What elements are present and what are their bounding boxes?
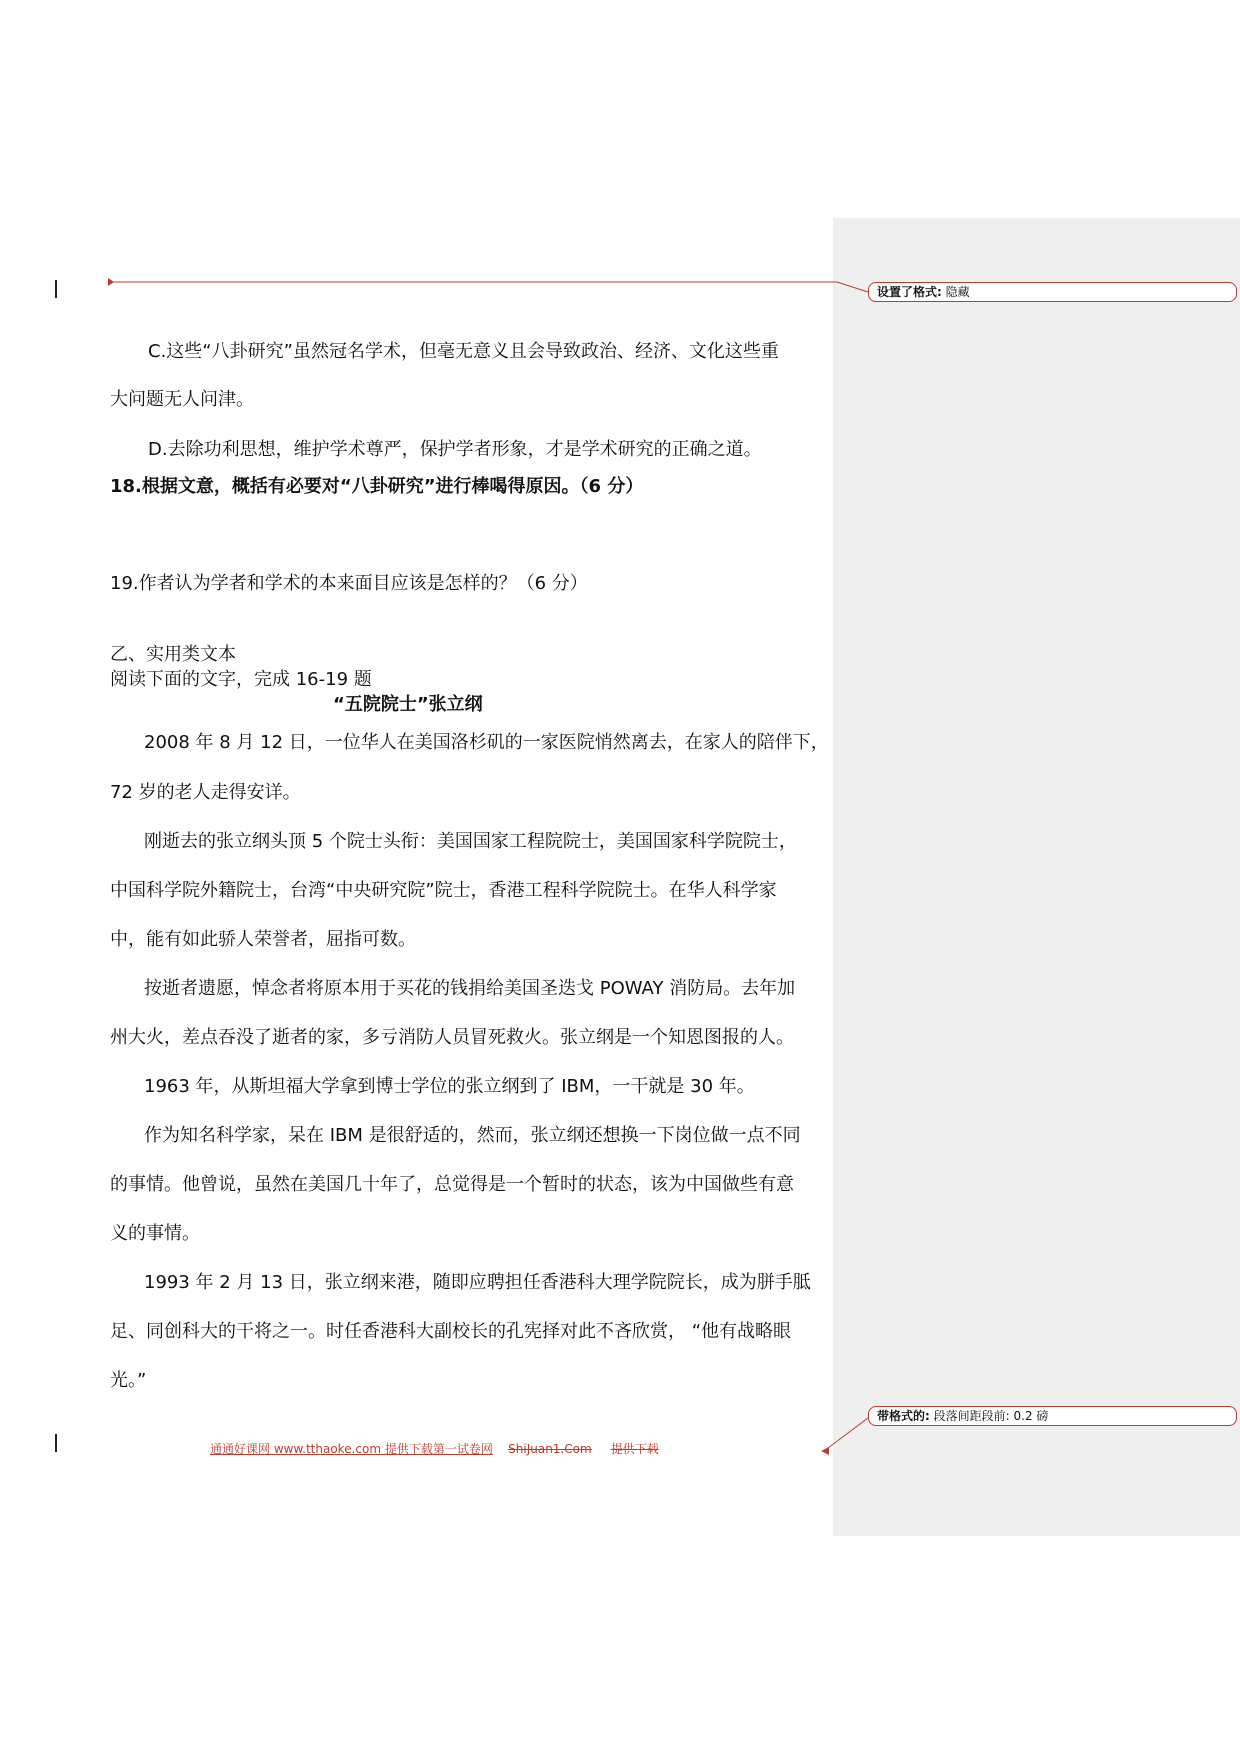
paragraph-5-line-3: 义的事情。 [110, 1223, 200, 1244]
paragraph-4-line-1: 1963 年，从斯坦福大学拿到博士学位的张立纲到了 IBM，一干就是 30 年。 [144, 1076, 755, 1097]
paragraph-1-line-1: 2008 年 8 月 12 日，一位华人在美国洛杉矶的一家医院悄然离去，在家人的陪伴下， [144, 732, 829, 753]
paragraph-5-line-2: 的事情。他曾说，虽然在美国几十年了，总觉得是一个暂时的状态，该为中国做些有意 [110, 1174, 794, 1195]
format-comment-top[interactable] [868, 282, 1237, 302]
paragraph-6-line-3: 光。” [110, 1370, 147, 1391]
text-cursor-top [55, 280, 57, 298]
option-c-line-2: 大问题无人问津。 [110, 389, 254, 410]
question-19: 19.作者认为学者和学术的本来面目应该是怎样的？（6 分） [110, 573, 588, 594]
question-18: 18.根据文意，概括有必要对“八卦研究”进行棒喝得原因。（6 分） [110, 476, 644, 497]
paragraph-1-line-2: 72 岁的老人走得安详。 [110, 782, 301, 803]
paragraph-2-line-1: 刚逝去的张立纲头顶 5 个院士头衔：美国国家工程院院士，美国国家科学院院士， [144, 831, 797, 852]
paragraph-6-line-2: 足、同创科大的干将之一。时任香港科大副校长的孔宪择对此不吝欣赏， “他有战略眼 [110, 1321, 792, 1342]
page-footer [210, 1440, 659, 1457]
comment-value: 段落间距段前: 0.2 磅 [933, 1409, 1049, 1423]
comment-label: 设置了格式: [877, 285, 942, 299]
text-cursor-bottom [55, 1434, 57, 1452]
comment-value: 隐藏 [945, 285, 970, 299]
reading-instruction: 阅读下面的文字，完成 16-19 题 [110, 669, 372, 690]
footer-deleted-domain: ShiJuan1.Com [508, 1442, 592, 1456]
article-title: “五院院士”张立纲 [333, 694, 483, 715]
paragraph-3-line-1: 按逝者遗愿，悼念者将原本用于买花的钱捐给美国圣迭戈 POWAY 消防局。去年加 [144, 978, 796, 999]
section-heading: 乙、实用类文本 [110, 644, 236, 665]
option-d-line: D.去除功利思想，维护学术尊严，保护学者形象，才是学术研究的正确之道。 [148, 439, 762, 460]
footer-deleted-download: 提供下载 [610, 1442, 659, 1456]
top-connector-line [110, 282, 868, 292]
bottom-anchor-marker [821, 1447, 829, 1455]
paragraph-6-line-1: 1993 年 2 月 13 日，张立纲来港，随即应聘担任香港科大理学院院长，成为胼手胝 [144, 1272, 811, 1293]
paragraph-3-line-2: 州大火，差点吞没了逝者的家，多亏消防人员冒死救火。张立纲是一个知恩图报的人。 [110, 1027, 794, 1048]
footer-link-shijuan[interactable]: 第一试卷网 [432, 1442, 493, 1456]
top-anchor-marker [108, 278, 114, 286]
format-comment-bottom[interactable] [868, 1406, 1237, 1426]
comment-label: 带格式的: [877, 1409, 930, 1423]
paragraph-2-line-2: 中国科学院外籍院士，台湾“中央研究院”院士，香港工程科学院院士。在华人科学家 [110, 880, 777, 901]
paragraph-5-line-1: 作为知名科学家，呆在 IBM 是很舒适的，然而，张立纲还想换一下岗位做一点不同 [144, 1125, 801, 1146]
bottom-connector-line [824, 1418, 868, 1451]
footer-link-tthaoke[interactable]: 通通好课网 www.tthaoke.com 提供下载 [210, 1442, 433, 1456]
paragraph-2-line-3: 中，能有如此骄人荣誉者，屈指可数。 [110, 929, 416, 950]
option-c-line-1: C.这些“八卦研究”虽然冠名学术，但毫无意义且会导致政治、经济、文化这些重 [148, 341, 779, 362]
